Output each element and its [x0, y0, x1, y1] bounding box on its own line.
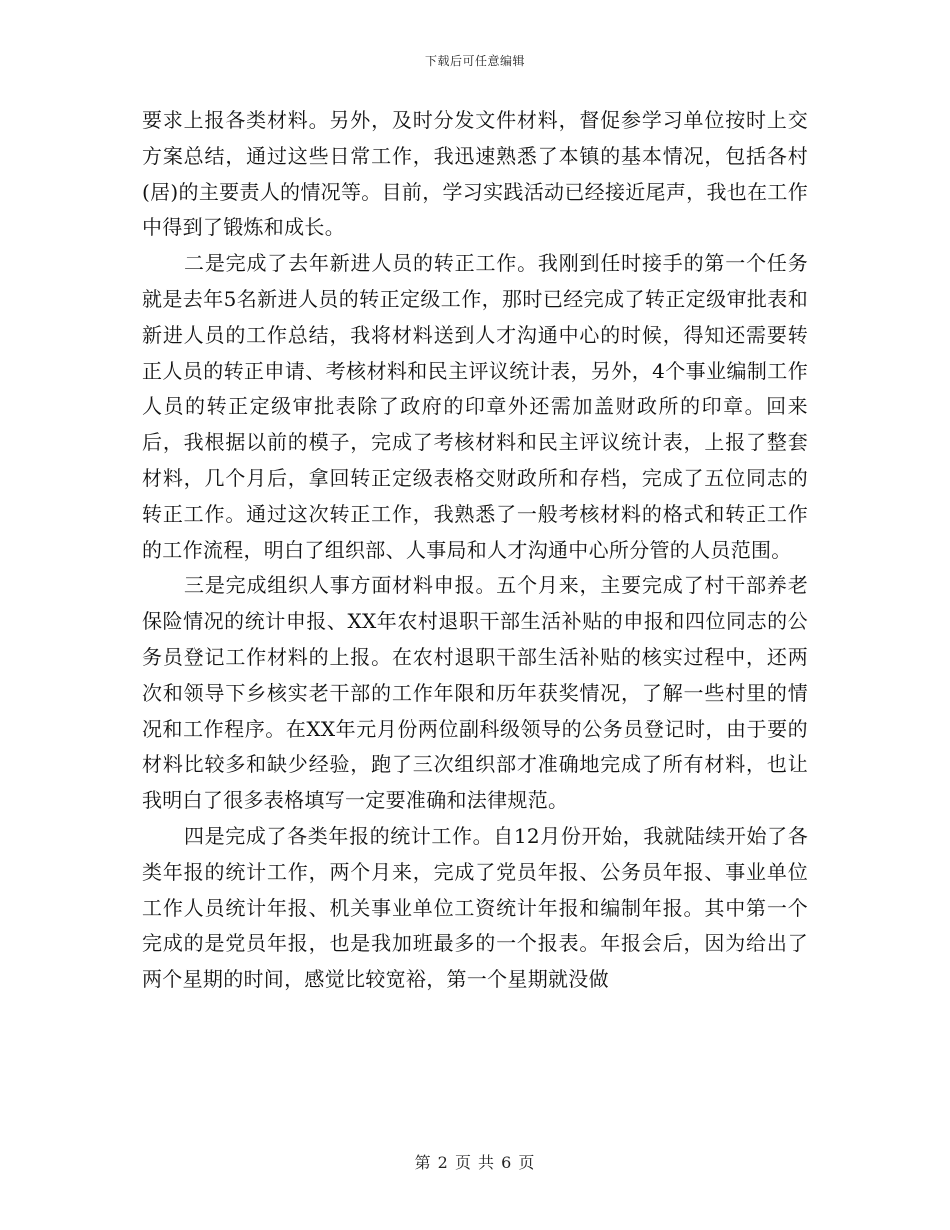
- page-footer: 第 2 页 共 6 页: [414, 1153, 536, 1172]
- paragraph-3: 三是完成组织人事方面材料申报。五个月来，主要完成了村干部养老保险情况的统计申报、XX年农村退职干部生活补贴的申报和四位同志的公务员登记工作材料的上报。在农村退职干部生活补贴的核实过程中，还两次和领导下乡核实老干部的工作年限和历年获奖情况，了解一些村里的情况和工作程序。在XX年元月份两位副科级领导的公务员登记时，由于要的材料比较多和缺少经验，跑了三次组织部才准确地完成了所有材料，也让我明白了很多表格填写一定要准确和法律规范。: [142, 573, 808, 813]
- document-body: [142, 103, 808, 998]
- paragraph-4: 四是完成了各类年报的统计工作。自12月份开始，我就陆续开始了各类年报的统计工作，两个月来，完成了党员年报、公务员年报、事业单位工作人员统计年报、机关事业单位工资统计年报和编制年报。其中第一个完成的是党员年报，也是我加班最多的一个报表。年报会后，因为给出了两个星期的时间，感觉比较宽裕，第一个星期就没做: [142, 823, 808, 992]
- paragraph-1: 要求上报各类材料。另外，及时分发文件材料，督促参学习单位按时上交方案总结，通过这些日常工作，我迅速熟悉了本镇的基本情况，包括各村(居)的主要责人的情况等。目前，学习实践活动已经接近尾声，我也在工作中得到了锻炼和成长。: [142, 108, 808, 240]
- paragraph-2: 二是完成了去年新进人员的转正工作。我刚到任时接手的第一个任务就是去年5名新进人员的转正定级工作，那时已经完成了转正定级审批表和新进人员的工作总结，我将材料送到人才沟通中心的时候，得知还需要转正人员的转正申请、考核材料和民主评议统计表，另外，4个事业编制工作人员的转正定级审批表除了政府的印章外还需加盖财政所的印章。回来后，我根据以前的模子，完成了考核材料和民主评议统计表，上报了整套材料，几个月后，拿回转正定级表格交财政所和存档，完成了五位同志的转正工作。通过这次转正工作，我熟悉了一般考核材料的格式和转正工作的工作流程，明白了组织部、人事局和人才沟通中心所分管的人员范围。: [142, 251, 808, 562]
- page-header: 下载后可任意编辑: [424, 54, 525, 68]
